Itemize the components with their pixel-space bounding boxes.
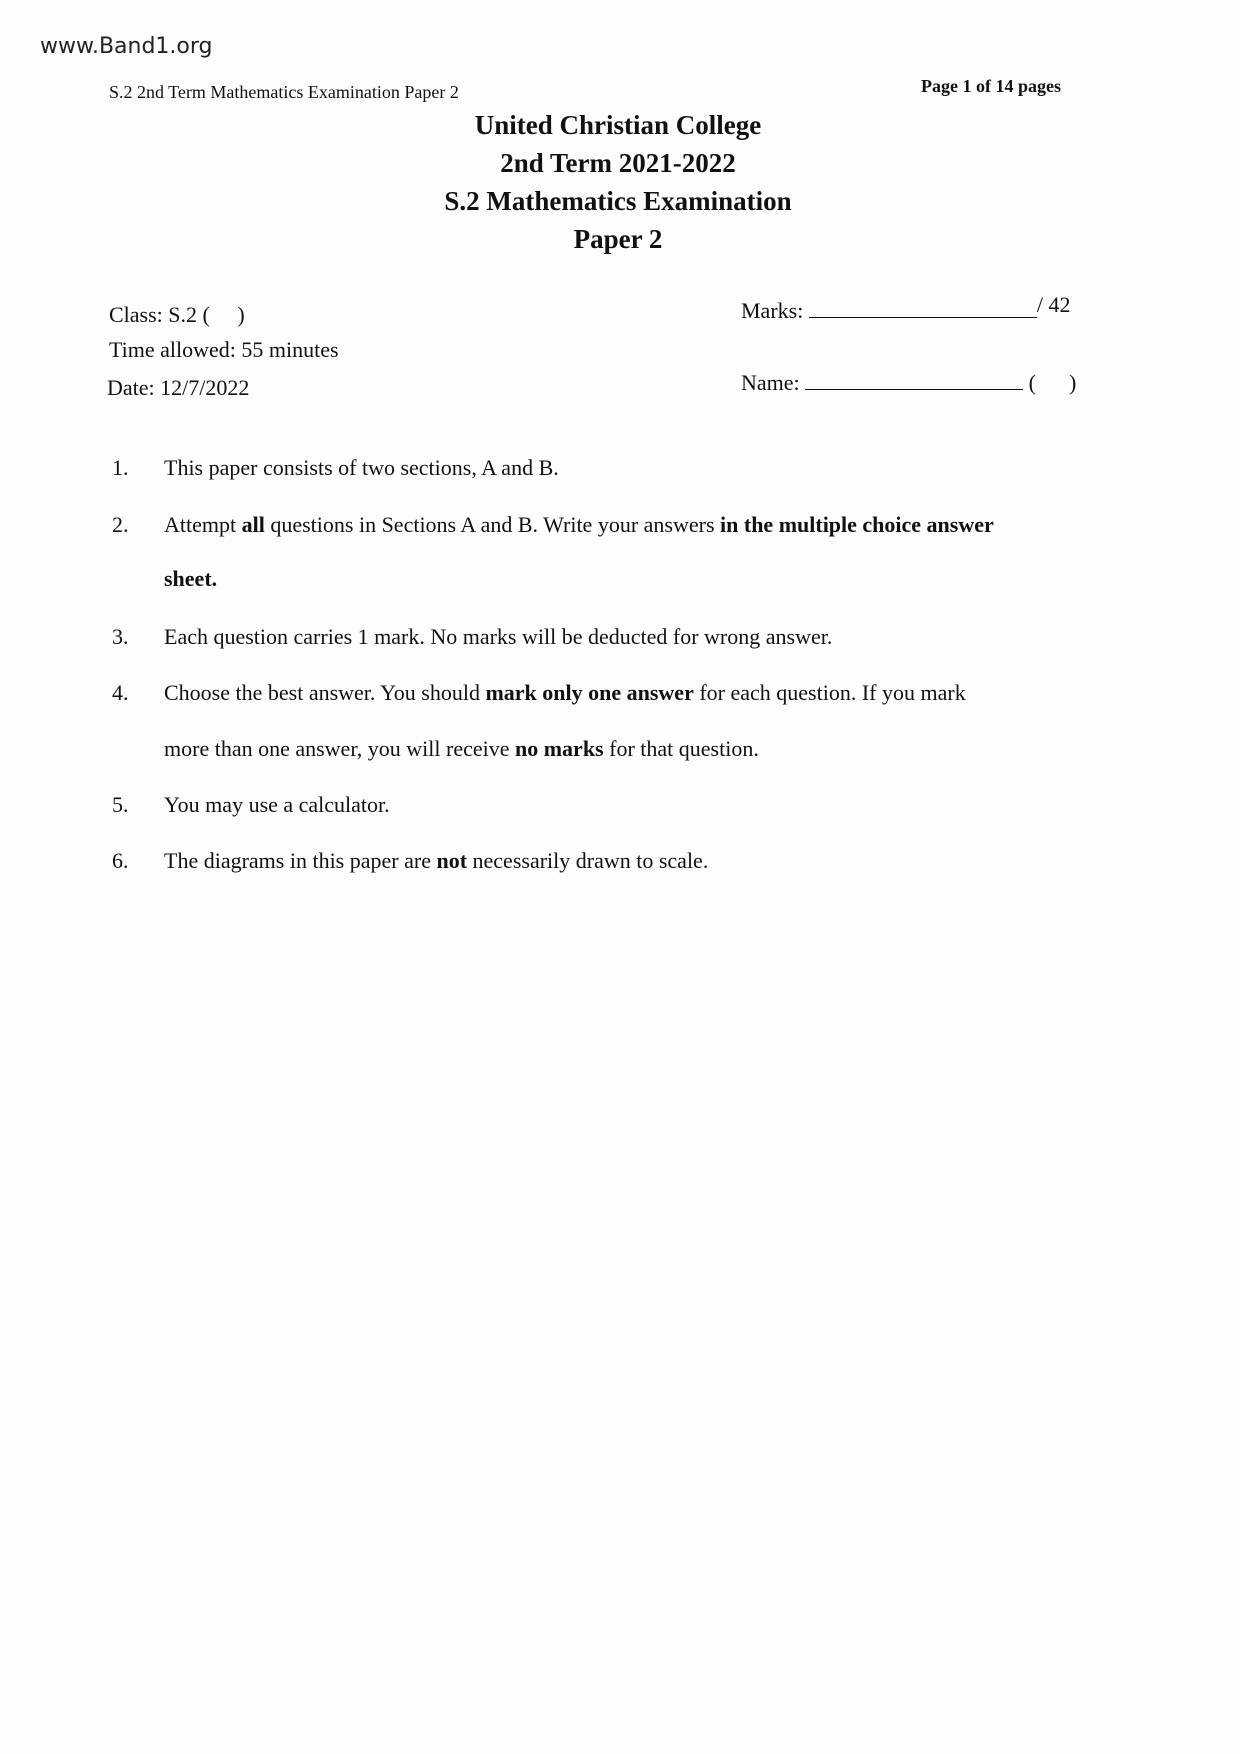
class-field: Class: S.2 ( ): [109, 302, 245, 327]
marks-field: [741, 292, 1071, 324]
instruction-number: 1.: [112, 455, 129, 480]
marks-label: Marks:: [741, 298, 804, 323]
instruction-text: [164, 736, 759, 762]
instruction-text: [164, 455, 559, 481]
term: 2nd Term 2021-2022: [500, 148, 736, 178]
text-run: for that question.: [603, 736, 759, 761]
watermark: www.Band1.org: [40, 34, 213, 59]
instruction-number: 2.: [112, 512, 129, 537]
paper-title: Paper 2: [573, 224, 663, 254]
emphasis: all: [241, 512, 265, 537]
instruction-text: [164, 792, 390, 818]
page-number: Page 1 of 14 pages: [921, 76, 1061, 96]
exam-title: S.2 Mathematics Examination: [444, 186, 792, 216]
text-run: You may use a calculator.: [164, 792, 390, 817]
text-run: This paper consists of two sections, A and B.: [164, 455, 559, 480]
class-number-paren: ( ): [1028, 370, 1077, 395]
text-run: Each question carries 1 mark. No marks will be deducted for wrong answer.: [164, 624, 833, 649]
marks-blank: [809, 317, 1037, 318]
instruction-number: 3.: [112, 624, 129, 649]
emphasis: not: [436, 848, 468, 873]
exam-date: Date: 12/7/2022: [107, 375, 250, 400]
text-run: questions in Sections A and B. Write your answers: [264, 512, 721, 537]
emphasis: no marks: [515, 736, 604, 761]
emphasis: in the multiple choice answer: [720, 512, 994, 537]
name-label: Name:: [741, 370, 800, 395]
text-run: necessarily drawn to scale.: [467, 848, 709, 873]
instruction-number: 6.: [112, 848, 129, 873]
instruction-number: 4.: [112, 680, 129, 705]
marks-total: / 42: [1036, 292, 1071, 317]
text-run: Attempt: [164, 512, 242, 537]
name-blank: [805, 389, 1023, 390]
school-name: United Christian College: [474, 110, 762, 140]
text-run: more than one answer, you will receive: [164, 736, 515, 761]
text-run: The diagrams in this paper are: [164, 848, 437, 873]
time-allowed: Time allowed: 55 minutes: [109, 337, 339, 362]
instruction-number: 5.: [112, 792, 129, 817]
instruction-text: [164, 624, 832, 650]
instruction-text: [164, 848, 708, 874]
instruction-text-continued: sheet.: [164, 566, 218, 591]
text-run: for each question. If you mark: [693, 680, 966, 705]
instruction-text: [164, 512, 994, 538]
instruction-text: [164, 680, 966, 706]
running-header: S.2 2nd Term Mathematics Examination Paper 2: [109, 82, 459, 102]
emphasis: mark only one answer: [485, 680, 694, 705]
text-run: Choose the best answer. You should: [164, 680, 486, 705]
name-field: [741, 370, 1076, 396]
